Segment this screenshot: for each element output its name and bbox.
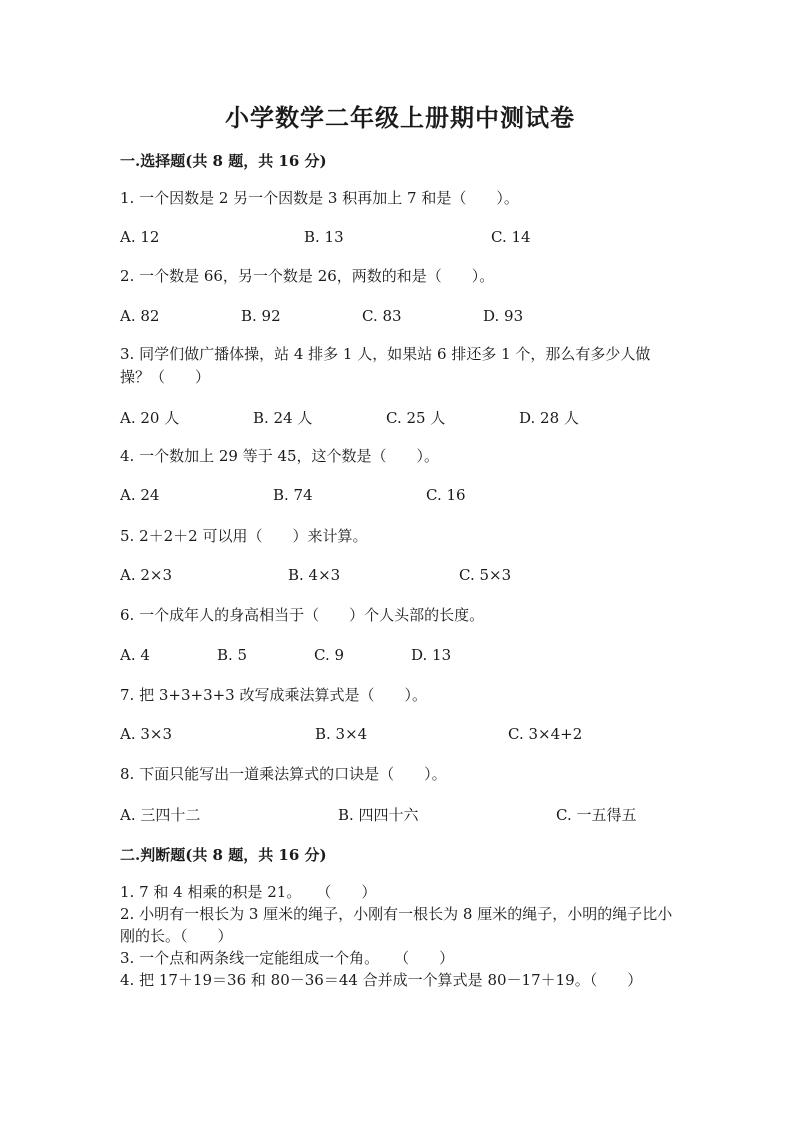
judge-item-2: 2. 小明有一根长为 3 厘米的绳子，小刚有一根长为 8 厘米的绳子，小明的绳子比小刚的长。（ ） [120, 905, 673, 945]
option-a: A. 20 人 [120, 409, 180, 427]
option-b: B. 5 [217, 646, 248, 664]
judge-item-3: 3. 一个点和两条线一定能组成一个角。 （ ） [120, 949, 455, 967]
question-5: 5. 2＋2＋2 可以用（ ）来计算。 [120, 527, 368, 545]
page-title: 小学数学二年级上册期中测试卷 [225, 103, 575, 132]
section-header-judge: 二.判断题(共 8 题，共 16 分) [120, 846, 327, 864]
option-b: B. 24 人 [253, 409, 313, 427]
judge-item-1: 1. 7 和 4 相乘的积是 21。 （ ） [120, 883, 377, 901]
option-b: B. 3×4 [315, 725, 368, 743]
option-a: A. 3×3 [120, 725, 173, 743]
option-a: A. 24 [120, 486, 160, 504]
options-q7 [120, 725, 680, 747]
question-1: 1. 一个因数是 2 另一个因数是 3 积再加上 7 和是（ ）。 [120, 189, 519, 207]
option-c: C. 一五得五 [556, 806, 637, 824]
option-c: C. 16 [426, 486, 466, 504]
option-b: B. 四四十六 [338, 806, 419, 824]
option-d: D. 13 [411, 646, 452, 664]
question-8: 8. 下面只能写出一道乘法算式的口诀是（ ）。 [120, 765, 447, 783]
options-q5 [120, 566, 680, 588]
question-7: 7. 把 3+3+3+3 改写成乘法算式是（ ）。 [120, 686, 427, 704]
option-a: A. 12 [120, 228, 160, 246]
option-d: D. 93 [483, 307, 524, 325]
options-q8 [120, 804, 680, 826]
option-b: B. 13 [304, 228, 344, 246]
section-header-choice: 一.选择题(共 8 题，共 16 分) [120, 152, 327, 170]
question-3: 3. 同学们做广播体操，站 4 排多 1 人，如果站 6 排还多 1 个，那么有多少人做操？（ ） [120, 345, 651, 386]
option-b: B. 4×3 [288, 566, 341, 584]
option-c: C. 9 [314, 646, 345, 664]
option-c: C. 14 [491, 228, 531, 246]
option-c: C. 3×4+2 [508, 725, 583, 743]
question-6: 6. 一个成年人的身高相当于（ ）个人头部的长度。 [120, 606, 485, 624]
question-2: 2. 一个数是 66，另一个数是 26，两数的和是（ ）。 [120, 267, 495, 285]
option-c: C. 25 人 [386, 409, 446, 427]
option-c: C. 5×3 [459, 566, 512, 584]
question-4: 4. 一个数加上 29 等于 45，这个数是（ ）。 [120, 447, 440, 465]
options-q3 [120, 407, 680, 429]
option-b: B. 92 [241, 307, 281, 325]
options-q1 [120, 228, 680, 250]
option-a: A. 4 [120, 646, 150, 664]
option-a: A. 82 [120, 307, 160, 325]
options-q2 [120, 307, 680, 329]
options-q6 [120, 646, 680, 668]
options-q4 [120, 486, 680, 508]
option-c: C. 83 [362, 307, 402, 325]
option-b: B. 74 [273, 486, 313, 504]
judge-item-4: 4. 把 17＋19＝36 和 80－36＝44 合并成一个算式是 80－17＋19。（ ） [120, 971, 643, 989]
option-d: D. 28 人 [519, 409, 579, 427]
option-a: A. 2×3 [120, 566, 173, 584]
option-a: A. 三四十二 [120, 806, 201, 824]
